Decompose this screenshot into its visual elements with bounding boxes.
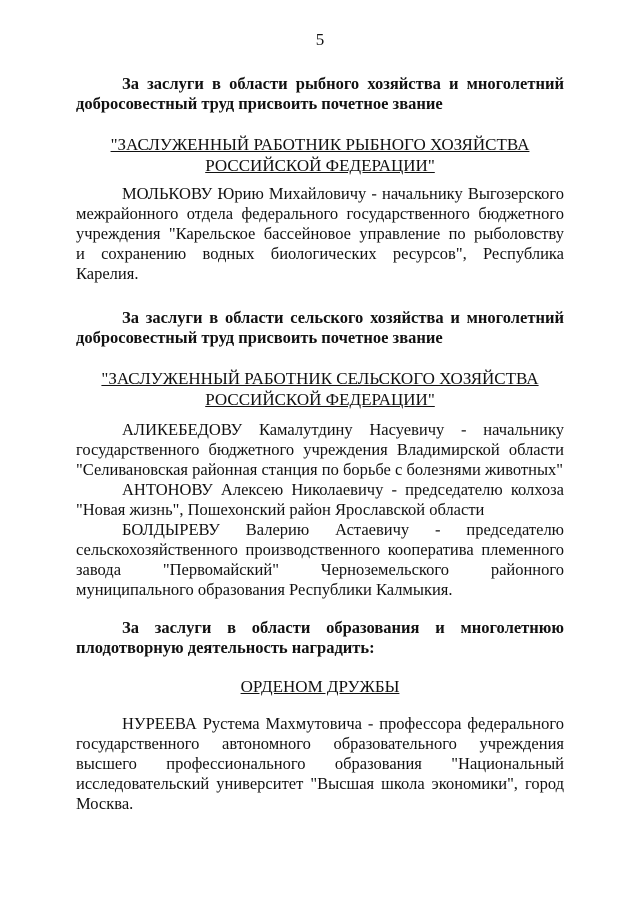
section-fishery-title xyxy=(76,134,564,176)
intro-line: добросовестный труд присвоить почетное звание xyxy=(76,94,443,113)
intro-line: За заслуги в области сельского хозяйства и многолетний xyxy=(122,308,564,327)
awardee-line: БОЛДЫРЕВУ Валерию Астаевичу - председателю xyxy=(122,520,564,539)
section-fishery-intro xyxy=(76,74,564,114)
award-intro xyxy=(76,308,564,348)
awardee-line: муниципального образования Республики Калмыкия. xyxy=(76,580,453,599)
title-line: "ЗАСЛУЖЕННЫЙ РАБОТНИК СЕЛЬСКОГО ХОЗЯЙСТВА xyxy=(101,369,539,388)
section-agriculture-title xyxy=(76,368,564,410)
section-fishery-awardees xyxy=(76,184,564,284)
title-line: "ЗАСЛУЖЕННЫЙ РАБОТНИК РЫБНОГО ХОЗЯЙСТВА xyxy=(110,135,530,154)
awardee-line: исследовательский университет "Высшая школа экономики", город xyxy=(76,774,564,793)
page-number: 5 xyxy=(315,30,325,49)
awardee-line: учреждения "Карельское бассейновое управление по рыболовству xyxy=(76,224,564,243)
title-line: РОССИЙСКОЙ ФЕДЕРАЦИИ" xyxy=(205,156,435,175)
section-agriculture-intro xyxy=(76,308,564,348)
title-line: РОССИЙСКОЙ ФЕДЕРАЦИИ" xyxy=(205,390,435,409)
awardee-line: и сохранению водных биологических ресурсов", Республика Карелия. xyxy=(76,244,564,283)
honorary-title xyxy=(76,134,564,176)
title-line: ОРДЕНОМ ДРУЖБЫ xyxy=(240,677,400,696)
intro-line: добросовестный труд присвоить почетное звание xyxy=(76,328,443,347)
awardee-line: НУРЕЕВА Рустема Махмутовича - профессора федерального xyxy=(122,714,564,733)
honorary-title xyxy=(76,368,564,410)
order-title xyxy=(76,676,564,697)
awardee-line: "Новая жизнь", Пошехонский район Ярославской области xyxy=(76,500,485,519)
awardee-line: Москва. xyxy=(76,794,134,813)
awardee-entry xyxy=(76,714,564,814)
awardee-entry xyxy=(76,184,564,284)
awardee-entry xyxy=(76,420,564,480)
awardee-line: государственного автономного образовательного учреждения xyxy=(76,734,564,753)
award-intro xyxy=(76,74,564,114)
awardee-line: МОЛЬКОВУ Юрию Михайловичу - начальнику Выгозерского xyxy=(122,184,564,203)
awardee-line: "Селивановская районная станция по борьбе с болезнями животных" xyxy=(76,460,564,479)
awardee-line: АЛИКЕБЕДОВУ Камалутдину Насуевичу - начальнику xyxy=(122,420,564,439)
awardee-line: высшего профессионального образования "Национальный xyxy=(76,754,564,773)
awardee-line: завода "Первомайский" Черноземельского районного xyxy=(76,560,564,579)
awardee-line: сельскохозяйственного производственного кооператива племенного xyxy=(76,540,564,559)
intro-line: За заслуги в области рыбного хозяйства и многолетний xyxy=(122,74,564,93)
awardee-entry xyxy=(76,520,564,600)
intro-line: плодотворную деятельность наградить: xyxy=(76,638,375,657)
section-education-title xyxy=(76,676,564,697)
awardee-line: АНТОНОВУ Алексею Николаевичу - председателю колхоза xyxy=(122,480,564,499)
award-intro xyxy=(76,618,564,658)
section-education-awardees xyxy=(76,714,564,814)
section-agriculture-awardees xyxy=(76,420,564,600)
section-education-intro xyxy=(76,618,564,658)
awardee-entry xyxy=(76,480,564,520)
awardee-line: межрайонного отдела федерального государственного бюджетного xyxy=(76,204,564,223)
intro-line: За заслуги в области образования и многолетнюю xyxy=(122,618,564,637)
awardee-line: государственного бюджетного учреждения Владимирской области xyxy=(76,440,564,459)
